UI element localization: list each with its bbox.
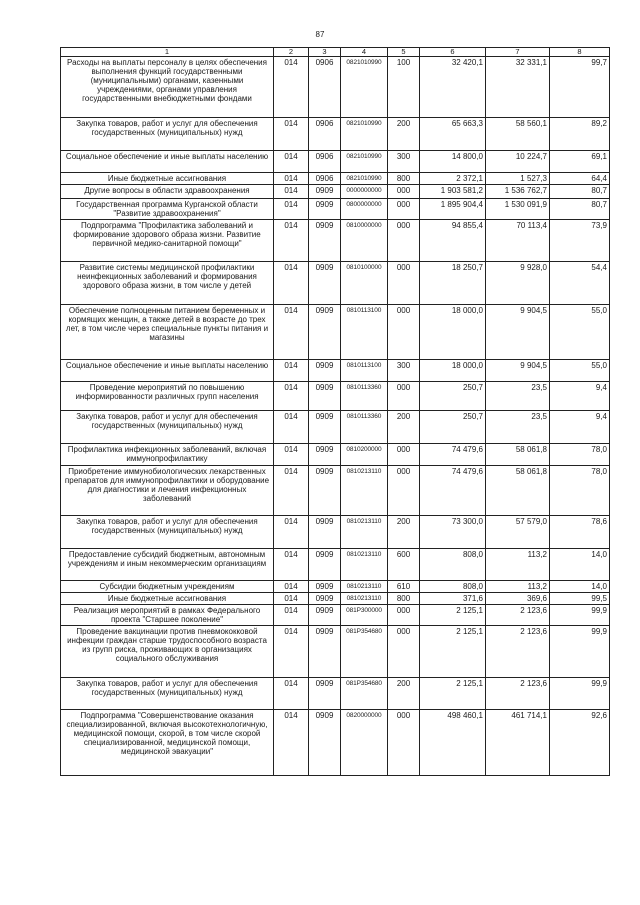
grbs-cell: 014 — [274, 516, 309, 549]
expense-type-cell: 200 — [388, 678, 420, 710]
executed-amount-cell: 57 579,0 — [486, 516, 550, 549]
table-row — [61, 173, 610, 185]
target-article-cell: 0821010990 — [341, 151, 388, 173]
percent-cell: 78,0 — [550, 444, 610, 466]
percent-cell: 73,9 — [550, 220, 610, 262]
target-article-cell: 0000000000 — [341, 185, 388, 199]
executed-amount-cell: 58 061,8 — [486, 444, 550, 466]
table-row — [61, 118, 610, 151]
plan-amount-cell: 371,6 — [420, 593, 486, 605]
row-name-cell: Проведение мероприятий по повышению информированности различных групп населения — [61, 382, 274, 411]
row-name-cell: Социальное обеспечение и иные выплаты населению — [61, 151, 274, 173]
percent-cell: 55,0 — [550, 305, 610, 360]
section-code-cell: 0909 — [309, 626, 341, 678]
percent-cell: 78,0 — [550, 466, 610, 516]
row-name-cell: Иные бюджетные ассигнования — [61, 593, 274, 605]
grbs-cell: 014 — [274, 605, 309, 626]
row-name-cell: Подпрограмма "Профилактика заболеваний и формирование здорового образа жизни. Развитие первичной медико-санитарной помощи" — [61, 220, 274, 262]
grbs-cell: 014 — [274, 360, 309, 382]
header-row — [61, 48, 610, 57]
target-article-cell: 0810113100 — [341, 305, 388, 360]
target-article-cell: 0810213110 — [341, 549, 388, 581]
table-row — [61, 444, 610, 466]
table-row — [61, 151, 610, 173]
column-header: 1 — [61, 48, 274, 57]
plan-amount-cell: 18 250,7 — [420, 262, 486, 305]
row-name-cell: Социальное обеспечение и иные выплаты населению — [61, 360, 274, 382]
row-name-cell: Другие вопросы в области здравоохранения — [61, 185, 274, 199]
expense-type-cell: 000 — [388, 185, 420, 199]
executed-amount-cell: 9 904,5 — [486, 360, 550, 382]
row-name-cell: Проведение вакцинации против пневмококковой инфекции граждан старше трудоспособного возраста из групп риска, проживающих в организациях социального обслуживания — [61, 626, 274, 678]
column-header: 2 — [274, 48, 309, 57]
grbs-cell: 014 — [274, 382, 309, 411]
executed-amount-cell: 2 123,6 — [486, 678, 550, 710]
executed-amount-cell: 10 224,7 — [486, 151, 550, 173]
percent-cell: 69,1 — [550, 151, 610, 173]
section-code-cell: 0909 — [309, 382, 341, 411]
grbs-cell: 014 — [274, 444, 309, 466]
executed-amount-cell: 23,5 — [486, 382, 550, 411]
section-code-cell: 0909 — [309, 305, 341, 360]
percent-cell: 78,6 — [550, 516, 610, 549]
executed-amount-cell: 1 530 091,9 — [486, 199, 550, 220]
executed-amount-cell: 1 536 762,7 — [486, 185, 550, 199]
percent-cell: 92,6 — [550, 710, 610, 776]
expense-type-cell: 800 — [388, 173, 420, 185]
expense-type-cell: 200 — [388, 118, 420, 151]
percent-cell: 54,4 — [550, 262, 610, 305]
expense-type-cell: 300 — [388, 360, 420, 382]
table-row — [61, 262, 610, 305]
row-name-cell: Закупка товаров, работ и услуг для обеспечения государственных (муниципальных) нужд — [61, 411, 274, 444]
percent-cell: 55,0 — [550, 360, 610, 382]
plan-amount-cell: 65 663,3 — [420, 118, 486, 151]
row-name-cell: Развитие системы медицинской профилактики неинфекционных заболеваний и формирования здорового образа жизни, в том числе у детей — [61, 262, 274, 305]
target-article-cell: 081P300000 — [341, 605, 388, 626]
expense-type-cell: 000 — [388, 466, 420, 516]
row-name-cell: Предоставление субсидий бюджетным, автономным учреждениям и иным некоммерческим организациям — [61, 549, 274, 581]
executed-amount-cell: 113,2 — [486, 549, 550, 581]
grbs-cell: 014 — [274, 626, 309, 678]
table-row — [61, 549, 610, 581]
section-code-cell: 0909 — [309, 516, 341, 549]
expense-type-cell: 300 — [388, 151, 420, 173]
target-article-cell: 0821010990 — [341, 118, 388, 151]
executed-amount-cell: 58 560,1 — [486, 118, 550, 151]
expense-type-cell: 610 — [388, 581, 420, 593]
plan-amount-cell: 74 479,6 — [420, 444, 486, 466]
expense-type-cell: 100 — [388, 57, 420, 118]
plan-amount-cell: 74 479,6 — [420, 466, 486, 516]
row-name-cell: Государственная программа Курганской области "Развитие здравоохранения" — [61, 199, 274, 220]
column-header: 4 — [341, 48, 388, 57]
target-article-cell: 0810213110 — [341, 581, 388, 593]
grbs-cell: 014 — [274, 173, 309, 185]
section-code-cell: 0909 — [309, 411, 341, 444]
target-article-cell: 0810000000 — [341, 220, 388, 262]
plan-amount-cell: 2 125,1 — [420, 678, 486, 710]
expense-type-cell: 000 — [388, 444, 420, 466]
percent-cell: 14,0 — [550, 549, 610, 581]
row-name-cell: Иные бюджетные ассигнования — [61, 173, 274, 185]
target-article-cell: 0810213110 — [341, 466, 388, 516]
plan-amount-cell: 2 372,1 — [420, 173, 486, 185]
table-row — [61, 185, 610, 199]
plan-amount-cell: 32 420,1 — [420, 57, 486, 118]
executed-amount-cell: 1 527,3 — [486, 173, 550, 185]
row-name-cell: Обеспечение полноценным питанием беременных и кормящих женщин, а также детей в возрасте до трех лет, в том числе через специальные пункты питания и магазины — [61, 305, 274, 360]
section-code-cell: 0909 — [309, 444, 341, 466]
target-article-cell: 0810100000 — [341, 262, 388, 305]
target-article-cell: 0810113360 — [341, 411, 388, 444]
table-row — [61, 581, 610, 593]
plan-amount-cell: 94 855,4 — [420, 220, 486, 262]
expense-type-cell: 000 — [388, 382, 420, 411]
percent-cell: 80,7 — [550, 185, 610, 199]
grbs-cell: 014 — [274, 581, 309, 593]
percent-cell: 9,4 — [550, 411, 610, 444]
expense-type-cell: 000 — [388, 305, 420, 360]
table-row — [61, 593, 610, 605]
percent-cell: 9,4 — [550, 382, 610, 411]
table-row — [61, 220, 610, 262]
section-code-cell: 0909 — [309, 199, 341, 220]
row-name-cell: Закупка товаров, работ и услуг для обеспечения государственных (муниципальных) нужд — [61, 516, 274, 549]
grbs-cell: 014 — [274, 262, 309, 305]
percent-cell: 64,4 — [550, 173, 610, 185]
target-article-cell: 0810113100 — [341, 360, 388, 382]
column-header: 6 — [420, 48, 486, 57]
expense-type-cell: 200 — [388, 411, 420, 444]
table-row — [61, 199, 610, 220]
row-name-cell: Подпрограмма "Совершенствование оказания специализированной, включая высокотехнологичную, медицинской помощи, скорой, в том числе скорой специализированной, медицинской помощи, медицинской эвакуации" — [61, 710, 274, 776]
target-article-cell: 0810213110 — [341, 593, 388, 605]
target-article-cell: 0821010990 — [341, 57, 388, 118]
grbs-cell: 014 — [274, 118, 309, 151]
executed-amount-cell: 113,2 — [486, 581, 550, 593]
plan-amount-cell: 808,0 — [420, 581, 486, 593]
section-code-cell: 0909 — [309, 466, 341, 516]
section-code-cell: 0909 — [309, 605, 341, 626]
section-code-cell: 0909 — [309, 185, 341, 199]
section-code-cell: 0909 — [309, 220, 341, 262]
executed-amount-cell: 369,6 — [486, 593, 550, 605]
table-row — [61, 710, 610, 776]
section-code-cell: 0906 — [309, 118, 341, 151]
target-article-cell: 0820000000 — [341, 710, 388, 776]
percent-cell: 99,9 — [550, 678, 610, 710]
grbs-cell: 014 — [274, 593, 309, 605]
section-code-cell: 0906 — [309, 151, 341, 173]
expense-type-cell: 000 — [388, 220, 420, 262]
executed-amount-cell: 2 123,6 — [486, 626, 550, 678]
executed-amount-cell: 9 904,5 — [486, 305, 550, 360]
target-article-cell: 0800000000 — [341, 199, 388, 220]
table-row — [61, 678, 610, 710]
target-article-cell: 0810213110 — [341, 516, 388, 549]
percent-cell: 99,5 — [550, 593, 610, 605]
executed-amount-cell: 2 123,6 — [486, 605, 550, 626]
grbs-cell: 014 — [274, 710, 309, 776]
plan-amount-cell: 73 300,0 — [420, 516, 486, 549]
grbs-cell: 014 — [274, 549, 309, 581]
expense-type-cell: 600 — [388, 549, 420, 581]
section-code-cell: 0909 — [309, 262, 341, 305]
expense-type-cell: 000 — [388, 626, 420, 678]
percent-cell: 99,9 — [550, 605, 610, 626]
percent-cell: 89,2 — [550, 118, 610, 151]
plan-amount-cell: 1 895 904,4 — [420, 199, 486, 220]
table-row — [61, 626, 610, 678]
row-name-cell: Закупка товаров, работ и услуг для обеспечения государственных (муниципальных) нужд — [61, 678, 274, 710]
expense-type-cell: 000 — [388, 605, 420, 626]
budget-table — [60, 47, 610, 776]
grbs-cell: 014 — [274, 305, 309, 360]
table-row — [61, 382, 610, 411]
column-header: 8 — [550, 48, 610, 57]
table-row — [61, 411, 610, 444]
grbs-cell: 014 — [274, 678, 309, 710]
expense-type-cell: 800 — [388, 593, 420, 605]
section-code-cell: 0906 — [309, 173, 341, 185]
row-name-cell: Приобретение иммунобиологических лекарственных препаратов для иммунопрофилактики и оборудование для диагностики и лечения инфекционных заболеваний — [61, 466, 274, 516]
executed-amount-cell: 461 714,1 — [486, 710, 550, 776]
plan-amount-cell: 18 000,0 — [420, 360, 486, 382]
table-body — [61, 57, 610, 776]
table-row — [61, 516, 610, 549]
expense-type-cell: 000 — [388, 262, 420, 305]
section-code-cell: 0909 — [309, 360, 341, 382]
grbs-cell: 014 — [274, 199, 309, 220]
target-article-cell: 081P354680 — [341, 626, 388, 678]
percent-cell: 14,0 — [550, 581, 610, 593]
table-row — [61, 57, 610, 118]
table-row — [61, 466, 610, 516]
section-code-cell: 0906 — [309, 57, 341, 118]
target-article-cell: 0810113360 — [341, 382, 388, 411]
expense-type-cell: 200 — [388, 516, 420, 549]
plan-amount-cell: 250,7 — [420, 382, 486, 411]
target-article-cell: 0821010990 — [341, 173, 388, 185]
plan-amount-cell: 250,7 — [420, 411, 486, 444]
executed-amount-cell: 32 331,1 — [486, 57, 550, 118]
section-code-cell: 0909 — [309, 581, 341, 593]
column-header: 5 — [388, 48, 420, 57]
plan-amount-cell: 2 125,1 — [420, 605, 486, 626]
plan-amount-cell: 18 000,0 — [420, 305, 486, 360]
grbs-cell: 014 — [274, 57, 309, 118]
grbs-cell: 014 — [274, 466, 309, 516]
executed-amount-cell: 58 061,8 — [486, 466, 550, 516]
percent-cell: 99,9 — [550, 626, 610, 678]
plan-amount-cell: 2 125,1 — [420, 626, 486, 678]
table-row — [61, 605, 610, 626]
plan-amount-cell: 14 800,0 — [420, 151, 486, 173]
grbs-cell: 014 — [274, 151, 309, 173]
grbs-cell: 014 — [274, 185, 309, 199]
section-code-cell: 0909 — [309, 549, 341, 581]
executed-amount-cell: 9 928,0 — [486, 262, 550, 305]
page-number: 87 — [315, 30, 325, 39]
target-article-cell: 081P354680 — [341, 678, 388, 710]
row-name-cell: Закупка товаров, работ и услуг для обеспечения государственных (муниципальных) нужд — [61, 118, 274, 151]
grbs-cell: 014 — [274, 220, 309, 262]
plan-amount-cell: 498 460,1 — [420, 710, 486, 776]
plan-amount-cell: 808,0 — [420, 549, 486, 581]
percent-cell: 80,7 — [550, 199, 610, 220]
target-article-cell: 0810200000 — [341, 444, 388, 466]
expense-type-cell: 000 — [388, 199, 420, 220]
executed-amount-cell: 70 113,4 — [486, 220, 550, 262]
row-name-cell: Расходы на выплаты персоналу в целях обеспечения выполнения функций государственными (муниципальными) органами, казенными учреждениями, органами управления государственными внебюджетными фондами — [61, 57, 274, 118]
table-row — [61, 360, 610, 382]
section-code-cell: 0909 — [309, 678, 341, 710]
row-name-cell: Реализация мероприятий в рамках Федерального проекта "Старшее поколение" — [61, 605, 274, 626]
row-name-cell: Субсидии бюджетным учреждениям — [61, 581, 274, 593]
row-name-cell: Профилактика инфекционных заболеваний, включая иммунопрофилактику — [61, 444, 274, 466]
column-header: 7 — [486, 48, 550, 57]
section-code-cell: 0909 — [309, 710, 341, 776]
executed-amount-cell: 23,5 — [486, 411, 550, 444]
percent-cell: 99,7 — [550, 57, 610, 118]
plan-amount-cell: 1 903 581,2 — [420, 185, 486, 199]
column-header: 3 — [309, 48, 341, 57]
expense-type-cell: 000 — [388, 710, 420, 776]
table-row — [61, 305, 610, 360]
section-code-cell: 0909 — [309, 593, 341, 605]
grbs-cell: 014 — [274, 411, 309, 444]
